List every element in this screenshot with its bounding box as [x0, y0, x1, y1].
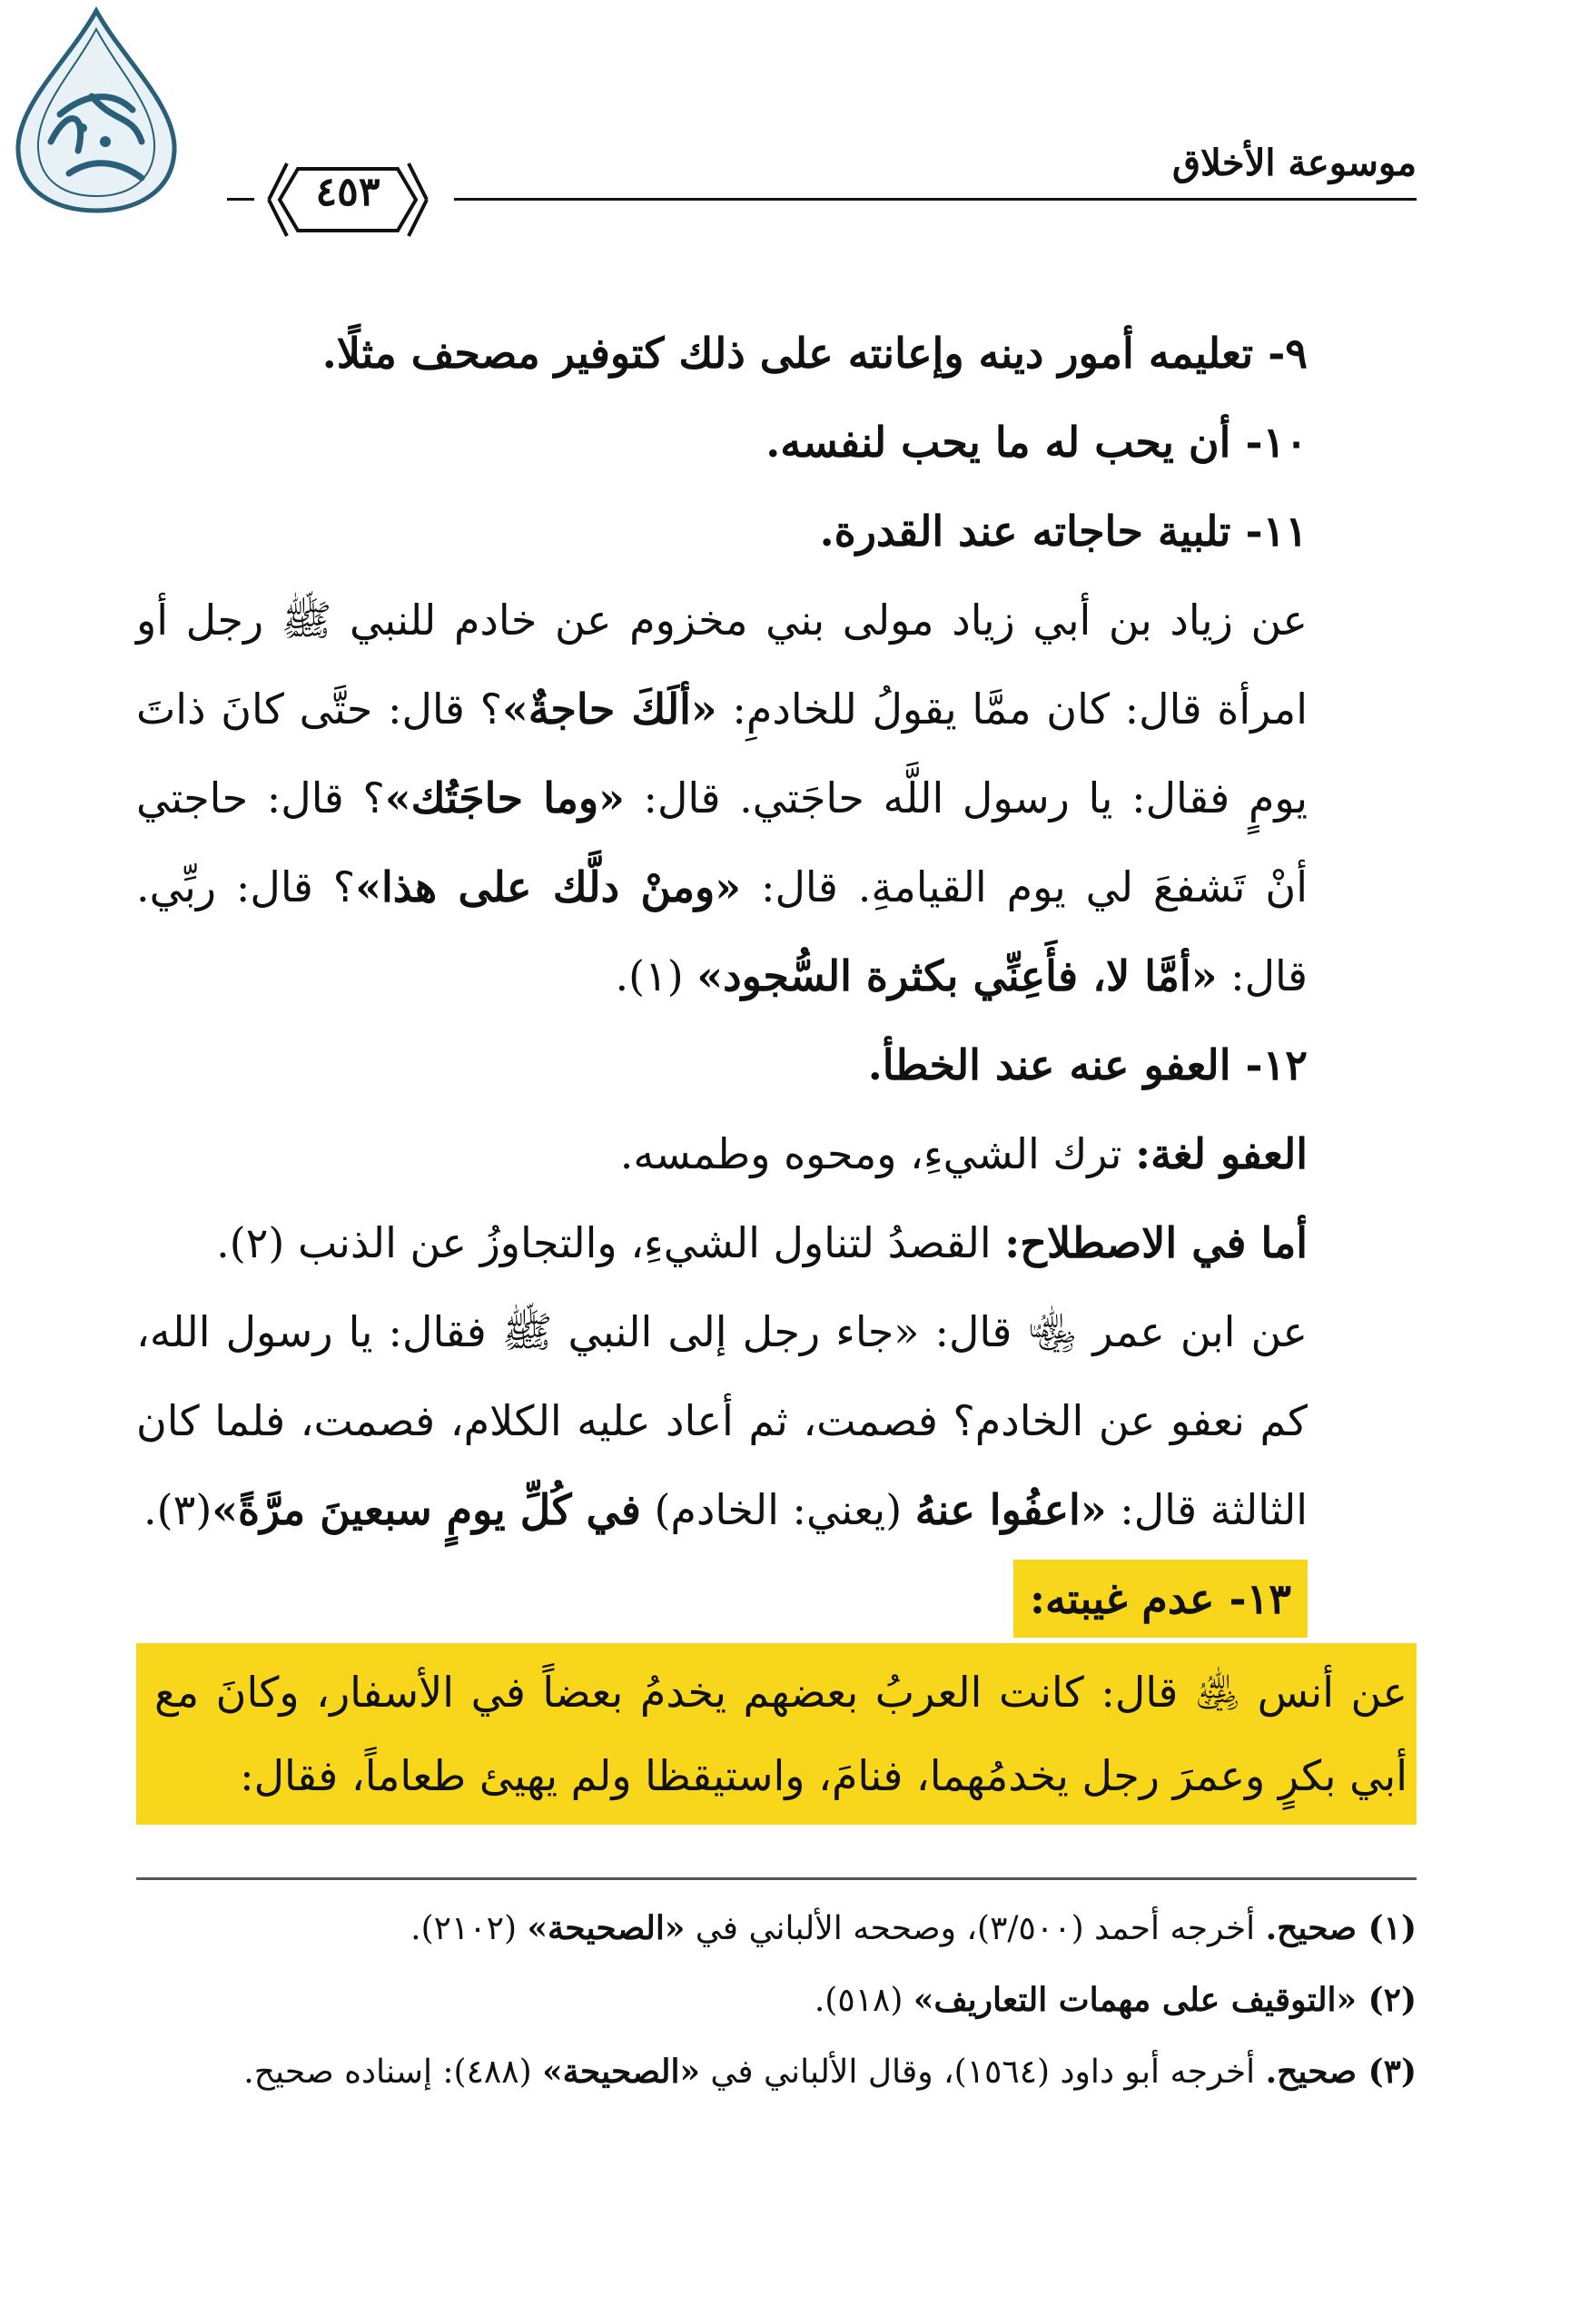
footnote-divider	[136, 1877, 1417, 1880]
footnote-2	[136, 1965, 1417, 2036]
footnote-text: (٥١٨).	[814, 1982, 913, 2019]
hadith-quote: «أمَّا لا، فأَعِنِّي بكثرة السُّجود»	[696, 951, 1218, 1000]
highlighted-paragraph: عن أنس ﵁ قال: كانت العربُ بعضهم يخدمُ بعضاً في الأسفار، وكانَ مع أبي بكرٍ وعمرَ رجل يخدمُهما، فنامَ، واستيقظا ولم يهيئ طعاماً، فقال:	[136, 1643, 1417, 1825]
footnote-label: (١) صحيح.	[1265, 1909, 1417, 1947]
hadith-text: ؟ قال: ربِّي. قال:	[136, 862, 1308, 1000]
hadith-quote: «وما حاجَتُك»	[384, 773, 625, 822]
footnote-text: (٢١٠٢).	[410, 1910, 528, 1947]
definition-label: العفو لغة:	[1135, 1129, 1308, 1178]
list-item-13-row	[136, 1554, 1417, 1643]
header-rule-left	[227, 198, 254, 201]
definition-lughah	[136, 1109, 1417, 1198]
hadith-quote: في كُلِّ يومٍ سبعينَ مرَّةً»	[212, 1485, 641, 1534]
footnote-source: (٢) «التوقيف على مهمات التعاريف»	[913, 1981, 1417, 2019]
hadith-paragraph-1	[136, 576, 1417, 1020]
list-item-11: ١١- تلبية حاجاته عند القدرة.	[819, 507, 1308, 556]
list-item-12: ١٢- العفو عنه عند الخطأ.	[867, 1040, 1308, 1089]
page-header	[227, 136, 1417, 236]
footnote-ref: (١).	[615, 951, 697, 1000]
list-item-10: ١٠- أن يحب له ما يحب لنفسه.	[765, 418, 1308, 467]
book-title: موسوعة الأخلاق	[1171, 142, 1417, 184]
calligraphy-logo-icon	[5, 5, 187, 214]
definition-istilah	[136, 1198, 1417, 1287]
hadith-paragraph-2	[136, 1287, 1417, 1554]
footnote-label: (٣) صحيح.	[1265, 2053, 1417, 2091]
page-number-frame	[262, 153, 434, 247]
footnote-ref: (٣).	[143, 1485, 212, 1534]
hadith-text: ؟ قال: حاجتي أنْ تَشفعَ لي يوم القيامةِ. قال:	[136, 773, 1308, 911]
list-item-13: ١٣- عدم غيبته:	[1013, 1560, 1308, 1638]
hadith-quote: «اعفُوا عنهُ	[914, 1485, 1107, 1534]
footnote-3	[136, 2036, 1417, 2108]
hadith-text: ؟ قال: حتَّى كانَ ذاتَ يومٍ فقال: يا رسول اللَّه حاجَتي. قال:	[136, 684, 1308, 822]
hadith-text: (يعني: الخادم)	[640, 1485, 915, 1534]
definition-text: القصدُ لتناول الشيءِ، والتجاوزُ عن الذنب (٢).	[216, 1218, 1005, 1267]
main-text	[136, 309, 1417, 1825]
hadith-text: عن زياد بن أبي زياد مولى بني مخزوم عن خادم للنبي ﷺ رجل أو امرأة قال: كان ممَّا يقولُ للخادمِ:	[136, 596, 1308, 734]
hadith-quote: «ألَكَ حاجةٌ»	[501, 684, 717, 734]
footnote-text: أخرجه أحمد (٣/٥٠٠)، وصححه الألباني في	[685, 1910, 1266, 1947]
footnote-1	[136, 1893, 1417, 1965]
footnote-source: «الصحيحة»	[542, 2053, 700, 2091]
hadith-quote: «ومنْ دلَّك على هذا»	[355, 862, 742, 911]
page-number: ٤٥٣	[315, 169, 380, 215]
footnote-text: (٤٨٨): إسناده صحيح.	[243, 2053, 543, 2091]
footnote-text: أخرجه أبو داود (١٥٦٤)، وقال الألباني في	[699, 2053, 1266, 2091]
definition-label: أما في الاصطلاح:	[1004, 1218, 1308, 1267]
list-item-9: ٩- تعليمه أمور دينه وإعانته على ذلك كتوفير مصحف مثلًا.	[321, 329, 1308, 378]
header-rule	[454, 198, 1417, 201]
hadith-text: عن ابن عمر ﵄ قال: «جاء رجل إلى النبي ﷺ فقال: يا رسول الله، كم نعفو عن الخادم؟ فصمت، ثم أعاد عليه الكلام، فصمت، فلما كان الثالثة قال:	[136, 1307, 1308, 1534]
footnote-source: «الصحيحة»	[527, 1909, 686, 1947]
footnotes	[136, 1893, 1417, 2108]
definition-text: ترك الشيءِ، ومحوه وطمسه.	[619, 1129, 1136, 1178]
